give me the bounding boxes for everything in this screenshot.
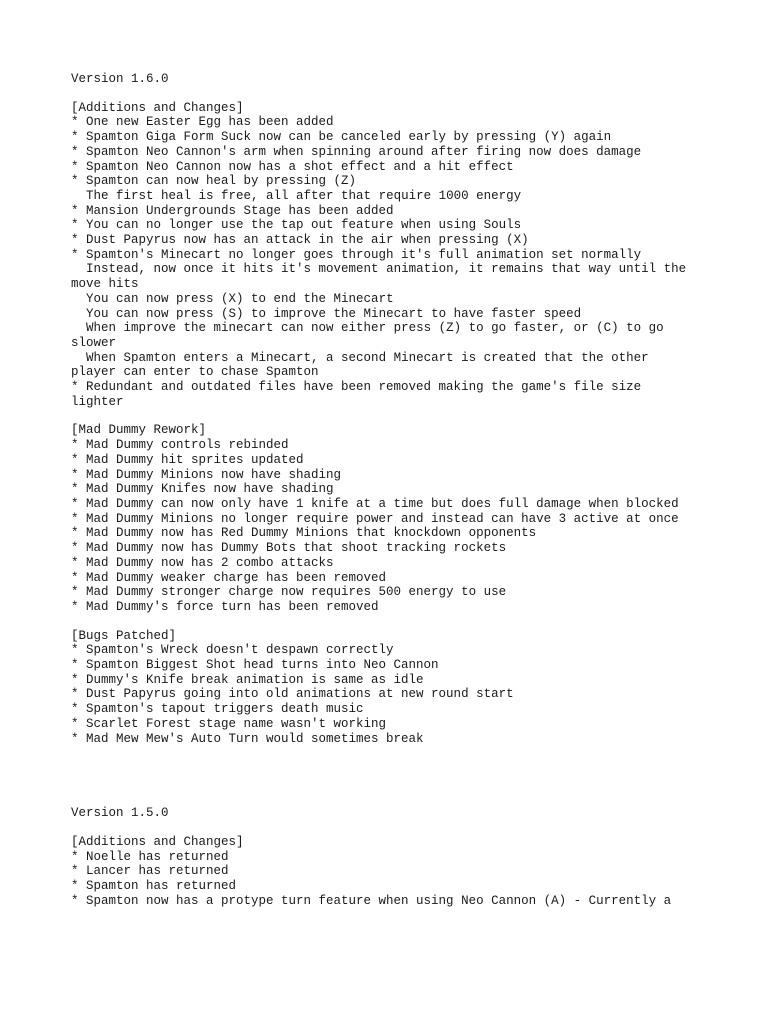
section-spacer	[71, 821, 701, 835]
changelog-line: * Mad Dummy Minions no longer require power and instead can have 3 active at once	[71, 511, 679, 526]
section-heading: [Bugs Patched]	[71, 628, 177, 643]
changelog-line: When improve the minecart can now either press (Z) to go faster, or (C) to go slower	[71, 321, 672, 350]
section-spacer	[71, 615, 701, 629]
changelog-line: * Mad Dummy hit sprites updated	[71, 452, 304, 467]
changelog-line: * Mad Dummy Knifes now have shading	[71, 482, 334, 497]
changelog-line: * Mad Dummy now has Dummy Bots that shoot tracking rockets	[71, 541, 507, 556]
changelog-line: * Redundant and outdated files have been removed making the game's file size lighter	[71, 380, 649, 409]
changelog-line: * Spamton's Wreck doesn't despawn correctly	[71, 643, 394, 658]
section-spacer	[71, 409, 701, 423]
version-title: Version 1.5.0	[71, 806, 169, 821]
changelog-line: * Spamton has returned	[71, 879, 237, 894]
changelog-line: * Dummy's Knife break animation is same as idle	[71, 672, 424, 687]
changelog-line: * Spamton Neo Cannon's arm when spinning around after firing now does damage	[71, 144, 642, 159]
changelog-line: * Lancer has returned	[71, 864, 229, 879]
changelog-line: * Noelle has returned	[71, 849, 229, 864]
changelog-text	[71, 72, 701, 908]
changelog-line: When Spamton enters a Minecart, a second Minecart is created that the other player can enter to chase Spamton	[71, 350, 657, 380]
changelog-line: * Mad Dummy now has 2 combo attacks	[71, 555, 334, 570]
changelog-line: * One new Easter Egg has been added	[71, 115, 334, 130]
changelog-line: Instead, now once it hits it's movement animation, it remains that way until the move hits	[71, 262, 694, 292]
changelog-line: * Mad Dummy now has Red Dummy Minions that knockdown opponents	[71, 526, 537, 541]
changelog-line: * Spamton Biggest Shot head turns into Neo Cannon	[71, 658, 439, 673]
changelog-line: * Dust Papyrus going into old animations at new round start	[71, 687, 514, 702]
changelog-line: * Spamton Giga Form Suck now can be canceled early by pressing (Y) again	[71, 130, 612, 145]
section-spacer	[71, 87, 701, 101]
section-heading: [Mad Dummy Rework]	[71, 423, 207, 438]
changelog-line: * Scarlet Forest stage name wasn't working	[71, 716, 387, 731]
changelog-line: * Mad Dummy can now only have 1 knife at a time but does full damage when blocked	[71, 496, 679, 511]
changelog-line: You can now press (S) to improve the Minecart to have faster speed	[71, 306, 582, 321]
changelog-line: You can now press (X) to end the Minecart	[71, 291, 394, 306]
section-heading: [Additions and Changes]	[71, 834, 244, 849]
changelog-line: * Spamton now has a protype turn feature when using Neo Cannon (A) - Currently a	[71, 893, 672, 908]
changelog-line: * Mad Dummy controls rebinded	[71, 438, 289, 453]
changelog-line: * Mad Dummy's force turn has been removed	[71, 599, 379, 614]
section-heading: [Additions and Changes]	[71, 100, 244, 115]
changelog-line: * Mansion Undergrounds Stage has been added	[71, 203, 394, 218]
changelog-line: * Spamton Neo Cannon now has a shot effect and a hit effect	[71, 159, 514, 174]
changelog-line: * Mad Dummy Minions now have shading	[71, 467, 342, 482]
changelog-line: * Dust Papyrus now has an attack in the air when pressing (X)	[71, 233, 529, 248]
changelog-line: * Mad Dummy stronger charge now requires 500 energy to use	[71, 585, 507, 600]
version-title: Version 1.6.0	[71, 72, 169, 86]
changelog-line: * Mad Mew Mew's Auto Turn would sometimes break	[71, 731, 424, 746]
version-separator	[71, 746, 701, 806]
changelog-line: * Spamton can now heal by pressing (Z)	[71, 174, 357, 189]
changelog-line: The first heal is free, all after that require 1000 energy	[71, 188, 522, 203]
changelog-line: * You can no longer use the tap out feature when using Souls	[71, 218, 522, 233]
changelog-line: * Spamton's tapout triggers death music	[71, 702, 364, 717]
changelog-line: * Mad Dummy weaker charge has been removed	[71, 570, 387, 585]
changelog-line: * Spamton's Minecart no longer goes through it's full animation set normally	[71, 247, 642, 262]
